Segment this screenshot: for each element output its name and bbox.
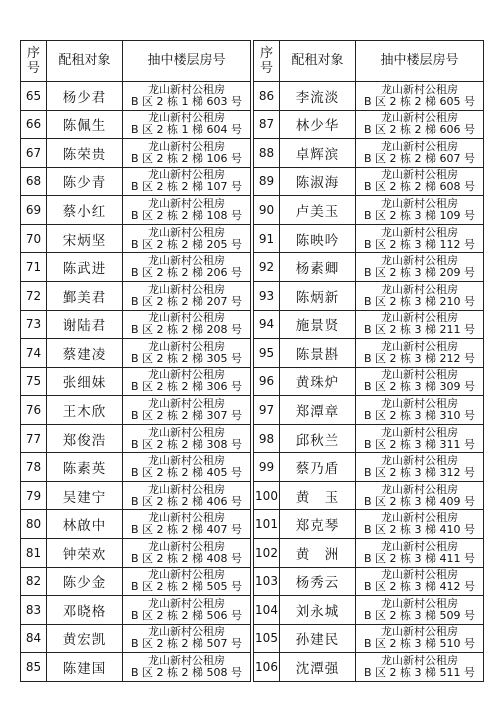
table-row xyxy=(254,196,484,225)
target-name-cell: 杨秀云 xyxy=(280,567,356,596)
room-number: B 区 2 栋 2 梯 607 号 xyxy=(363,151,475,165)
table-row xyxy=(21,624,251,653)
room-cell xyxy=(123,167,251,196)
table-row xyxy=(21,424,251,453)
seq-cell: 72 xyxy=(21,281,47,310)
room-estate-name: 龙山新村公租房 xyxy=(381,82,458,96)
room-estate-name: 龙山新村公租房 xyxy=(148,197,225,211)
room-cell xyxy=(356,396,484,425)
room-estate-name: 龙山新村公租房 xyxy=(148,139,225,153)
target-name-cell: 陈淑海 xyxy=(280,167,356,196)
room-number: B 区 2 栋 2 梯 406 号 xyxy=(130,494,242,508)
room-number: B 区 2 栋 3 梯 211 号 xyxy=(363,323,475,337)
target-name-cell: 陈建国 xyxy=(47,653,123,682)
room-cell xyxy=(123,510,251,539)
room-number: B 区 2 栋 2 梯 308 号 xyxy=(130,437,242,451)
seq-cell: 105 xyxy=(254,624,280,653)
room-cell xyxy=(356,510,484,539)
target-name-cell: 鄞美君 xyxy=(47,281,123,310)
room-number: B 区 2 栋 3 梯 210 号 xyxy=(363,294,475,308)
room-cell xyxy=(123,481,251,510)
room-number: B 区 2 栋 3 梯 212 号 xyxy=(363,351,475,365)
target-name-cell: 谢陆君 xyxy=(47,310,123,339)
room-cell xyxy=(123,367,251,396)
target-name-cell: 陈少青 xyxy=(47,167,123,196)
target-name-cell: 黄 洲 xyxy=(280,539,356,568)
room-cell xyxy=(123,653,251,682)
target-name-cell: 邓晓格 xyxy=(47,596,123,625)
table-row xyxy=(21,110,251,139)
room-cell xyxy=(356,167,484,196)
seq-cell: 95 xyxy=(254,339,280,368)
room-number: B 区 2 栋 3 梯 309 号 xyxy=(363,380,475,394)
table-row xyxy=(254,281,484,310)
room-estate-name: 龙山新村公租房 xyxy=(148,539,225,553)
room-cell xyxy=(123,253,251,282)
seq-cell: 93 xyxy=(254,281,280,310)
table-row xyxy=(254,253,484,282)
room-estate-name: 龙山新村公租房 xyxy=(381,396,458,410)
seq-cell: 74 xyxy=(21,339,47,368)
table-row xyxy=(21,339,251,368)
room-number: B 区 2 栋 1 梯 603 号 xyxy=(130,94,242,108)
room-number: B 区 2 栋 2 梯 205 号 xyxy=(130,237,242,251)
seq-cell: 101 xyxy=(254,510,280,539)
room-estate-name: 龙山新村公租房 xyxy=(381,197,458,211)
room-cell xyxy=(356,196,484,225)
table-row xyxy=(254,167,484,196)
table-row xyxy=(254,481,484,510)
room-cell xyxy=(123,596,251,625)
seq-cell: 68 xyxy=(21,167,47,196)
room-number: B 区 2 栋 2 梯 306 号 xyxy=(130,380,242,394)
table-row xyxy=(254,310,484,339)
room-estate-name: 龙山新村公租房 xyxy=(381,511,458,525)
room-estate-name: 龙山新村公租房 xyxy=(148,482,225,496)
table-row xyxy=(254,510,484,539)
room-cell xyxy=(123,224,251,253)
target-name-cell: 陈素英 xyxy=(47,453,123,482)
table-row xyxy=(254,567,484,596)
room-number: B 区 2 栋 2 梯 608 号 xyxy=(363,180,475,194)
seq-cell: 79 xyxy=(21,481,47,510)
room-cell xyxy=(356,339,484,368)
header-room: 抽中楼层房号 xyxy=(123,41,251,82)
room-estate-name: 龙山新村公租房 xyxy=(148,311,225,325)
room-estate-name: 龙山新村公租房 xyxy=(148,568,225,582)
target-name-cell: 郑俊浩 xyxy=(47,424,123,453)
room-number: B 区 2 栋 3 梯 509 号 xyxy=(363,608,475,622)
seq-cell: 102 xyxy=(254,539,280,568)
room-number: B 区 2 栋 2 梯 307 号 xyxy=(130,408,242,422)
seq-cell: 104 xyxy=(254,596,280,625)
room-number: B 区 2 栋 2 梯 106 号 xyxy=(130,151,242,165)
right-table-body xyxy=(254,82,484,682)
target-name-cell: 蔡乃盾 xyxy=(280,453,356,482)
table-row xyxy=(254,653,484,682)
room-number: B 区 2 栋 3 梯 312 号 xyxy=(363,466,475,480)
room-estate-name: 龙山新村公租房 xyxy=(381,168,458,182)
room-cell xyxy=(356,224,484,253)
room-estate-name: 龙山新村公租房 xyxy=(148,225,225,239)
table-row xyxy=(254,367,484,396)
seq-cell: 85 xyxy=(21,653,47,682)
seq-cell: 98 xyxy=(254,424,280,453)
seq-cell: 94 xyxy=(254,310,280,339)
room-cell xyxy=(123,281,251,310)
room-number: B 区 2 栋 3 梯 209 号 xyxy=(363,266,475,280)
seq-cell: 73 xyxy=(21,310,47,339)
room-cell xyxy=(356,139,484,168)
table-row xyxy=(254,624,484,653)
room-estate-name: 龙山新村公租房 xyxy=(381,539,458,553)
target-name-cell: 卓辉滨 xyxy=(280,139,356,168)
room-cell xyxy=(356,596,484,625)
seq-cell: 90 xyxy=(254,196,280,225)
seq-cell: 103 xyxy=(254,567,280,596)
room-number: B 区 2 栋 3 梯 311 号 xyxy=(363,437,475,451)
target-name-cell: 沈潭强 xyxy=(280,653,356,682)
room-estate-name: 龙山新村公租房 xyxy=(381,111,458,125)
room-cell xyxy=(123,396,251,425)
table-row xyxy=(21,82,251,111)
room-number: B 区 2 栋 2 梯 405 号 xyxy=(130,466,242,480)
room-cell xyxy=(356,481,484,510)
target-name-cell: 施景贤 xyxy=(280,310,356,339)
target-name-cell: 王木欣 xyxy=(47,396,123,425)
target-name-cell: 卢美玉 xyxy=(280,196,356,225)
header-target: 配租对象 xyxy=(47,41,123,82)
room-estate-name: 龙山新村公租房 xyxy=(381,568,458,582)
header-room: 抽中楼层房号 xyxy=(356,41,484,82)
table-row xyxy=(254,82,484,111)
target-name-cell: 陈映吟 xyxy=(280,224,356,253)
target-name-cell: 陈少金 xyxy=(47,567,123,596)
room-number: B 区 2 栋 2 梯 108 号 xyxy=(130,209,242,223)
room-estate-name: 龙山新村公租房 xyxy=(148,511,225,525)
table-row xyxy=(21,510,251,539)
room-estate-name: 龙山新村公租房 xyxy=(381,596,458,610)
room-number: B 区 2 栋 2 梯 506 号 xyxy=(130,608,242,622)
allocation-sheet xyxy=(20,40,484,682)
room-number: B 区 2 栋 2 梯 508 号 xyxy=(130,666,242,680)
room-cell xyxy=(356,367,484,396)
table-row xyxy=(254,110,484,139)
room-estate-name: 龙山新村公租房 xyxy=(148,339,225,353)
table-row xyxy=(21,539,251,568)
target-name-cell: 郑潭章 xyxy=(280,396,356,425)
target-name-cell: 陈景斟 xyxy=(280,339,356,368)
room-estate-name: 龙山新村公租房 xyxy=(381,454,458,468)
room-cell xyxy=(356,567,484,596)
room-cell xyxy=(123,624,251,653)
seq-cell: 91 xyxy=(254,224,280,253)
room-number: B 区 2 栋 3 梯 510 号 xyxy=(363,637,475,651)
seq-cell: 84 xyxy=(21,624,47,653)
room-estate-name: 龙山新村公租房 xyxy=(148,396,225,410)
header-target: 配租对象 xyxy=(280,41,356,82)
room-estate-name: 龙山新村公租房 xyxy=(381,225,458,239)
room-number: B 区 2 栋 3 梯 112 号 xyxy=(363,237,475,251)
room-cell xyxy=(123,453,251,482)
table-row xyxy=(254,139,484,168)
target-name-cell: 吴建宁 xyxy=(47,481,123,510)
seq-cell: 81 xyxy=(21,539,47,568)
room-number: B 区 2 栋 3 梯 511 号 xyxy=(363,666,475,680)
seq-cell: 89 xyxy=(254,167,280,196)
room-cell xyxy=(123,567,251,596)
target-name-cell: 杨素卿 xyxy=(280,253,356,282)
table-row xyxy=(21,367,251,396)
room-number: B 区 2 栋 2 梯 407 号 xyxy=(130,523,242,537)
room-number: B 区 2 栋 2 梯 107 号 xyxy=(130,180,242,194)
room-cell xyxy=(356,653,484,682)
table-row xyxy=(254,539,484,568)
room-number: B 区 2 栋 3 梯 409 号 xyxy=(363,494,475,508)
target-name-cell: 孙建民 xyxy=(280,624,356,653)
target-name-cell: 蔡建凌 xyxy=(47,339,123,368)
table-row xyxy=(21,281,251,310)
table-row xyxy=(21,139,251,168)
room-number: B 区 2 栋 3 梯 310 号 xyxy=(363,408,475,422)
target-name-cell: 陈炳新 xyxy=(280,281,356,310)
seq-cell: 76 xyxy=(21,396,47,425)
room-estate-name: 龙山新村公租房 xyxy=(381,311,458,325)
seq-cell: 70 xyxy=(21,224,47,253)
room-cell xyxy=(123,139,251,168)
room-cell xyxy=(123,310,251,339)
seq-cell: 75 xyxy=(21,367,47,396)
room-estate-name: 龙山新村公租房 xyxy=(148,368,225,382)
room-number: B 区 2 栋 2 梯 507 号 xyxy=(130,637,242,651)
room-estate-name: 龙山新村公租房 xyxy=(148,168,225,182)
table-row xyxy=(254,224,484,253)
target-name-cell: 宋炳坚 xyxy=(47,224,123,253)
room-estate-name: 龙山新村公租房 xyxy=(381,339,458,353)
table-row xyxy=(21,224,251,253)
room-estate-name: 龙山新村公租房 xyxy=(381,139,458,153)
table-row xyxy=(21,596,251,625)
target-name-cell: 张细妹 xyxy=(47,367,123,396)
table-row xyxy=(254,453,484,482)
seq-cell: 86 xyxy=(254,82,280,111)
table-row xyxy=(21,196,251,225)
seq-cell: 82 xyxy=(21,567,47,596)
seq-cell: 97 xyxy=(254,396,280,425)
room-estate-name: 龙山新村公租房 xyxy=(148,454,225,468)
room-number: B 区 2 栋 2 梯 408 号 xyxy=(130,551,242,565)
left-table xyxy=(20,40,251,682)
table-row xyxy=(21,453,251,482)
header-seq: 序号 xyxy=(254,41,280,82)
target-name-cell: 邱秋兰 xyxy=(280,424,356,453)
room-cell xyxy=(123,424,251,453)
seq-cell: 88 xyxy=(254,139,280,168)
room-number: B 区 2 栋 2 梯 208 号 xyxy=(130,323,242,337)
room-cell xyxy=(356,310,484,339)
seq-cell: 65 xyxy=(21,82,47,111)
table-row xyxy=(21,310,251,339)
room-cell xyxy=(356,110,484,139)
room-number: B 区 2 栋 2 梯 605 号 xyxy=(363,94,475,108)
seq-cell: 67 xyxy=(21,139,47,168)
target-name-cell: 杨少君 xyxy=(47,82,123,111)
seq-cell: 96 xyxy=(254,367,280,396)
header-seq: 序号 xyxy=(21,41,47,82)
target-name-cell: 蔡小红 xyxy=(47,196,123,225)
table-row xyxy=(21,167,251,196)
room-estate-name: 龙山新村公租房 xyxy=(381,482,458,496)
room-estate-name: 龙山新村公租房 xyxy=(148,596,225,610)
room-estate-name: 龙山新村公租房 xyxy=(381,654,458,668)
table-row xyxy=(21,567,251,596)
seq-cell: 69 xyxy=(21,196,47,225)
target-name-cell: 林少华 xyxy=(280,110,356,139)
seq-cell: 99 xyxy=(254,453,280,482)
room-estate-name: 龙山新村公租房 xyxy=(381,425,458,439)
room-cell xyxy=(356,539,484,568)
room-estate-name: 龙山新村公租房 xyxy=(381,368,458,382)
room-estate-name: 龙山新村公租房 xyxy=(381,625,458,639)
target-name-cell: 黄宏凯 xyxy=(47,624,123,653)
seq-cell: 83 xyxy=(21,596,47,625)
seq-cell: 77 xyxy=(21,424,47,453)
room-number: B 区 2 栋 2 梯 207 号 xyxy=(130,294,242,308)
seq-cell: 80 xyxy=(21,510,47,539)
target-name-cell: 黄 玉 xyxy=(280,481,356,510)
table-row xyxy=(21,653,251,682)
room-cell xyxy=(123,539,251,568)
room-cell xyxy=(123,110,251,139)
seq-cell: 100 xyxy=(254,481,280,510)
room-estate-name: 龙山新村公租房 xyxy=(148,282,225,296)
seq-cell: 106 xyxy=(254,653,280,682)
room-cell xyxy=(356,453,484,482)
table-row xyxy=(254,424,484,453)
right-table xyxy=(253,40,484,682)
room-cell xyxy=(356,253,484,282)
room-estate-name: 龙山新村公租房 xyxy=(381,282,458,296)
room-estate-name: 龙山新村公租房 xyxy=(148,425,225,439)
target-name-cell: 陈荣贵 xyxy=(47,139,123,168)
room-estate-name: 龙山新村公租房 xyxy=(381,254,458,268)
table-row xyxy=(254,396,484,425)
room-cell xyxy=(356,624,484,653)
room-cell xyxy=(356,424,484,453)
room-estate-name: 龙山新村公租房 xyxy=(148,111,225,125)
table-row xyxy=(21,396,251,425)
room-cell xyxy=(123,196,251,225)
room-number: B 区 2 栋 3 梯 411 号 xyxy=(363,551,475,565)
room-number: B 区 2 栋 2 梯 505 号 xyxy=(130,580,242,594)
table-row xyxy=(254,596,484,625)
table-row xyxy=(21,481,251,510)
table-row xyxy=(21,253,251,282)
room-estate-name: 龙山新村公租房 xyxy=(148,625,225,639)
seq-cell: 92 xyxy=(254,253,280,282)
room-number: B 区 2 栋 2 梯 606 号 xyxy=(363,123,475,137)
header-row xyxy=(21,41,251,82)
target-name-cell: 郑克琴 xyxy=(280,510,356,539)
target-name-cell: 钟荣欢 xyxy=(47,539,123,568)
target-name-cell: 刘永城 xyxy=(280,596,356,625)
left-table-body xyxy=(21,82,251,682)
room-estate-name: 龙山新村公租房 xyxy=(148,654,225,668)
header-row xyxy=(254,41,484,82)
target-name-cell: 黄珠炉 xyxy=(280,367,356,396)
target-name-cell: 陈佩生 xyxy=(47,110,123,139)
room-estate-name: 龙山新村公租房 xyxy=(148,82,225,96)
target-name-cell: 林啟中 xyxy=(47,510,123,539)
table-row xyxy=(254,339,484,368)
seq-cell: 66 xyxy=(21,110,47,139)
room-number: B 区 2 栋 3 梯 412 号 xyxy=(363,580,475,594)
room-number: B 区 2 栋 3 梯 109 号 xyxy=(363,209,475,223)
target-name-cell: 李流淡 xyxy=(280,82,356,111)
room-cell xyxy=(356,281,484,310)
room-cell xyxy=(356,82,484,111)
seq-cell: 78 xyxy=(21,453,47,482)
seq-cell: 71 xyxy=(21,253,47,282)
room-estate-name: 龙山新村公租房 xyxy=(148,254,225,268)
room-number: B 区 2 栋 3 梯 410 号 xyxy=(363,523,475,537)
room-number: B 区 2 栋 2 梯 305 号 xyxy=(130,351,242,365)
room-cell xyxy=(123,339,251,368)
seq-cell: 87 xyxy=(254,110,280,139)
target-name-cell: 陈武进 xyxy=(47,253,123,282)
room-cell xyxy=(123,82,251,111)
room-number: B 区 2 栋 2 梯 206 号 xyxy=(130,266,242,280)
room-number: B 区 2 栋 1 梯 604 号 xyxy=(130,123,242,137)
